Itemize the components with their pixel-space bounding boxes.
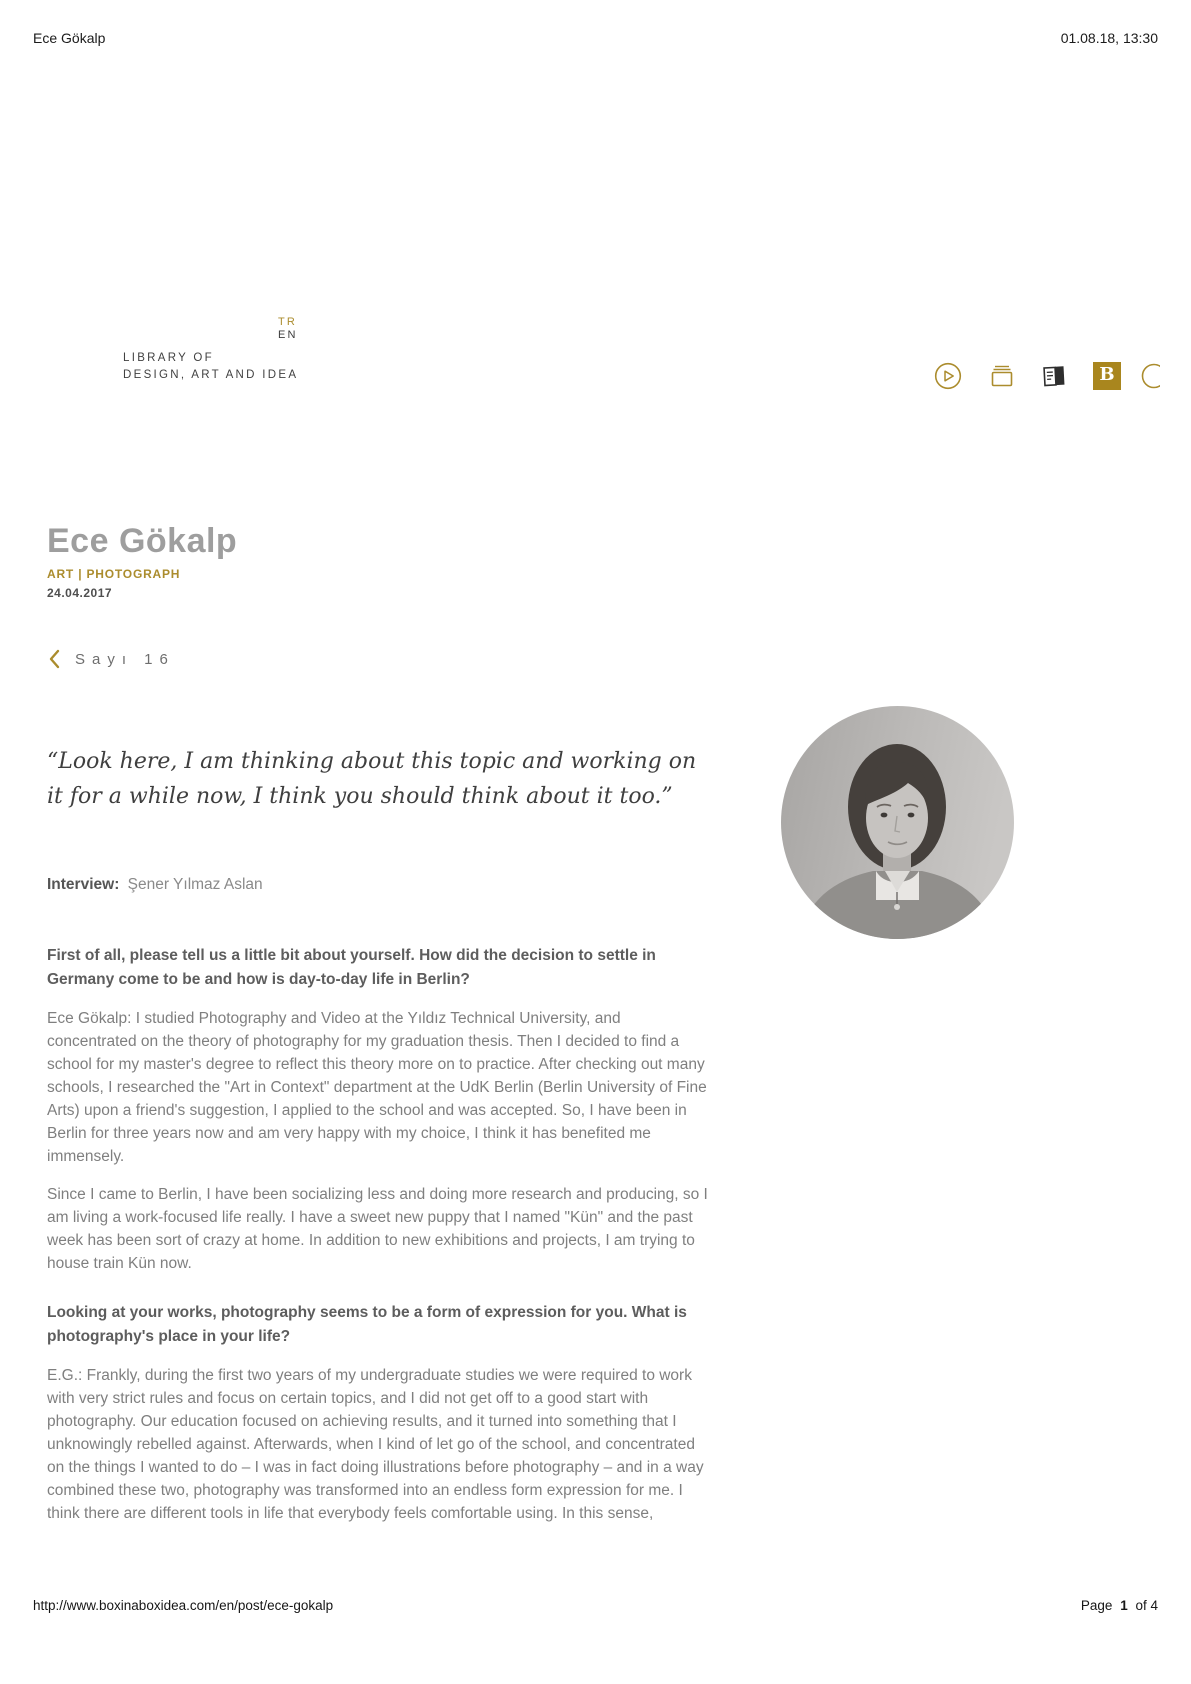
- article-date: 24.04.2017: [47, 586, 113, 600]
- box-icon[interactable]: [988, 362, 1016, 390]
- video-play-icon[interactable]: [934, 362, 962, 390]
- article-category[interactable]: ART | PHOTOGRAPH: [47, 567, 181, 581]
- back-link-issue[interactable]: [47, 646, 709, 672]
- page-title: Ece Gökalp: [47, 522, 238, 560]
- interview-byline: [47, 876, 709, 894]
- interview-label: Interview:: [47, 876, 120, 893]
- portrait-photo: [781, 706, 1014, 939]
- article: [47, 521, 709, 1525]
- site-logo[interactable]: [123, 350, 298, 384]
- print-header-timestamp: 01.08.18, 13:30: [1060, 30, 1158, 46]
- b-logo-icon[interactable]: B: [1093, 362, 1121, 390]
- page-label-prefix: Page: [1080, 1598, 1113, 1613]
- partial-circle-icon[interactable]: [1138, 362, 1160, 390]
- lang-tr-link[interactable]: TR: [278, 316, 298, 328]
- page-number: 1: [1120, 1598, 1128, 1613]
- answer-1-paragraph-2: Since I came to Berlin, I have been socializing less and doing more research and producing, so I am living a work-focused life really. I have a sweet new puppy that I named "Kün" and the past week has been sort of crazy at home. In addition to new exhibitions and projects, I am trying to house train Kün now.: [47, 1186, 708, 1272]
- lang-en-link[interactable]: EN: [278, 329, 298, 341]
- answer-2-paragraph-1: E.G.: Frankly, during the first two years of my undergraduate studies we were required to work with very strict rules and focus on certain topics, and I did not get off to a good start with photography. Our education focused on achieving results, and it turned into something that I unknowingly rebelled against. Afterwards, when I kind of let go of the school, and concentrated on the things I wanted to do – I was in fact doing illustrations before photography – and in a way combined these two, photography was transformed into an endless form expression for me. I think there are different tools in life that everybody feels comfortable using. In this sense,: [47, 1367, 704, 1522]
- question-1: First of all, please tell us a little bit about yourself. How did the decision to settle in Germany come to be and how is day-to-day life in Berlin?: [47, 947, 656, 988]
- interviewer-name: Şener Yılmaz Aslan: [127, 876, 263, 893]
- chevron-left-icon: [47, 649, 61, 669]
- print-footer-url: http://www.boxinaboxidea.com/en/post/ece-gokalp: [33, 1598, 334, 1613]
- print-header-title: Ece Gökalp: [33, 30, 106, 46]
- language-switcher: [278, 316, 298, 342]
- print-footer-page: [1081, 1598, 1158, 1613]
- answer-1-paragraph-1: Ece Gökalp: I studied Photography and Video at the Yıldız Technical University, and concentrated on the theory of photography for my graduation thesis. Then I decided to find a school for my master's degree to reflect this theory more on to practice. After checking out many schools, I researched the "Art in Context" department at the UdK Berlin (Berlin University of Fine Arts) upon a friend's suggestion, I applied to the school and was accepted. So, I have been in Berlin for three years now and am very happy with my choice, I think it has benefited me immensely.: [47, 1010, 707, 1165]
- logo-line-2: DESIGN, ART AND IDEA: [123, 369, 299, 381]
- journal-icon[interactable]: [1040, 362, 1068, 390]
- question-2: Looking at your works, photography seems to be a form of expression for you. What is photography's place in your life?: [47, 1304, 687, 1345]
- header-icon-row: [930, 360, 1160, 394]
- logo-line-1: LIBRARY OF: [123, 352, 214, 364]
- page-label-suffix: of 4: [1135, 1598, 1158, 1613]
- back-link-label: Sayı 16: [75, 650, 175, 668]
- pull-quote: “Look here, I am thinking about this topic and working on it for a while now, I think you should think about it too.”: [47, 749, 697, 809]
